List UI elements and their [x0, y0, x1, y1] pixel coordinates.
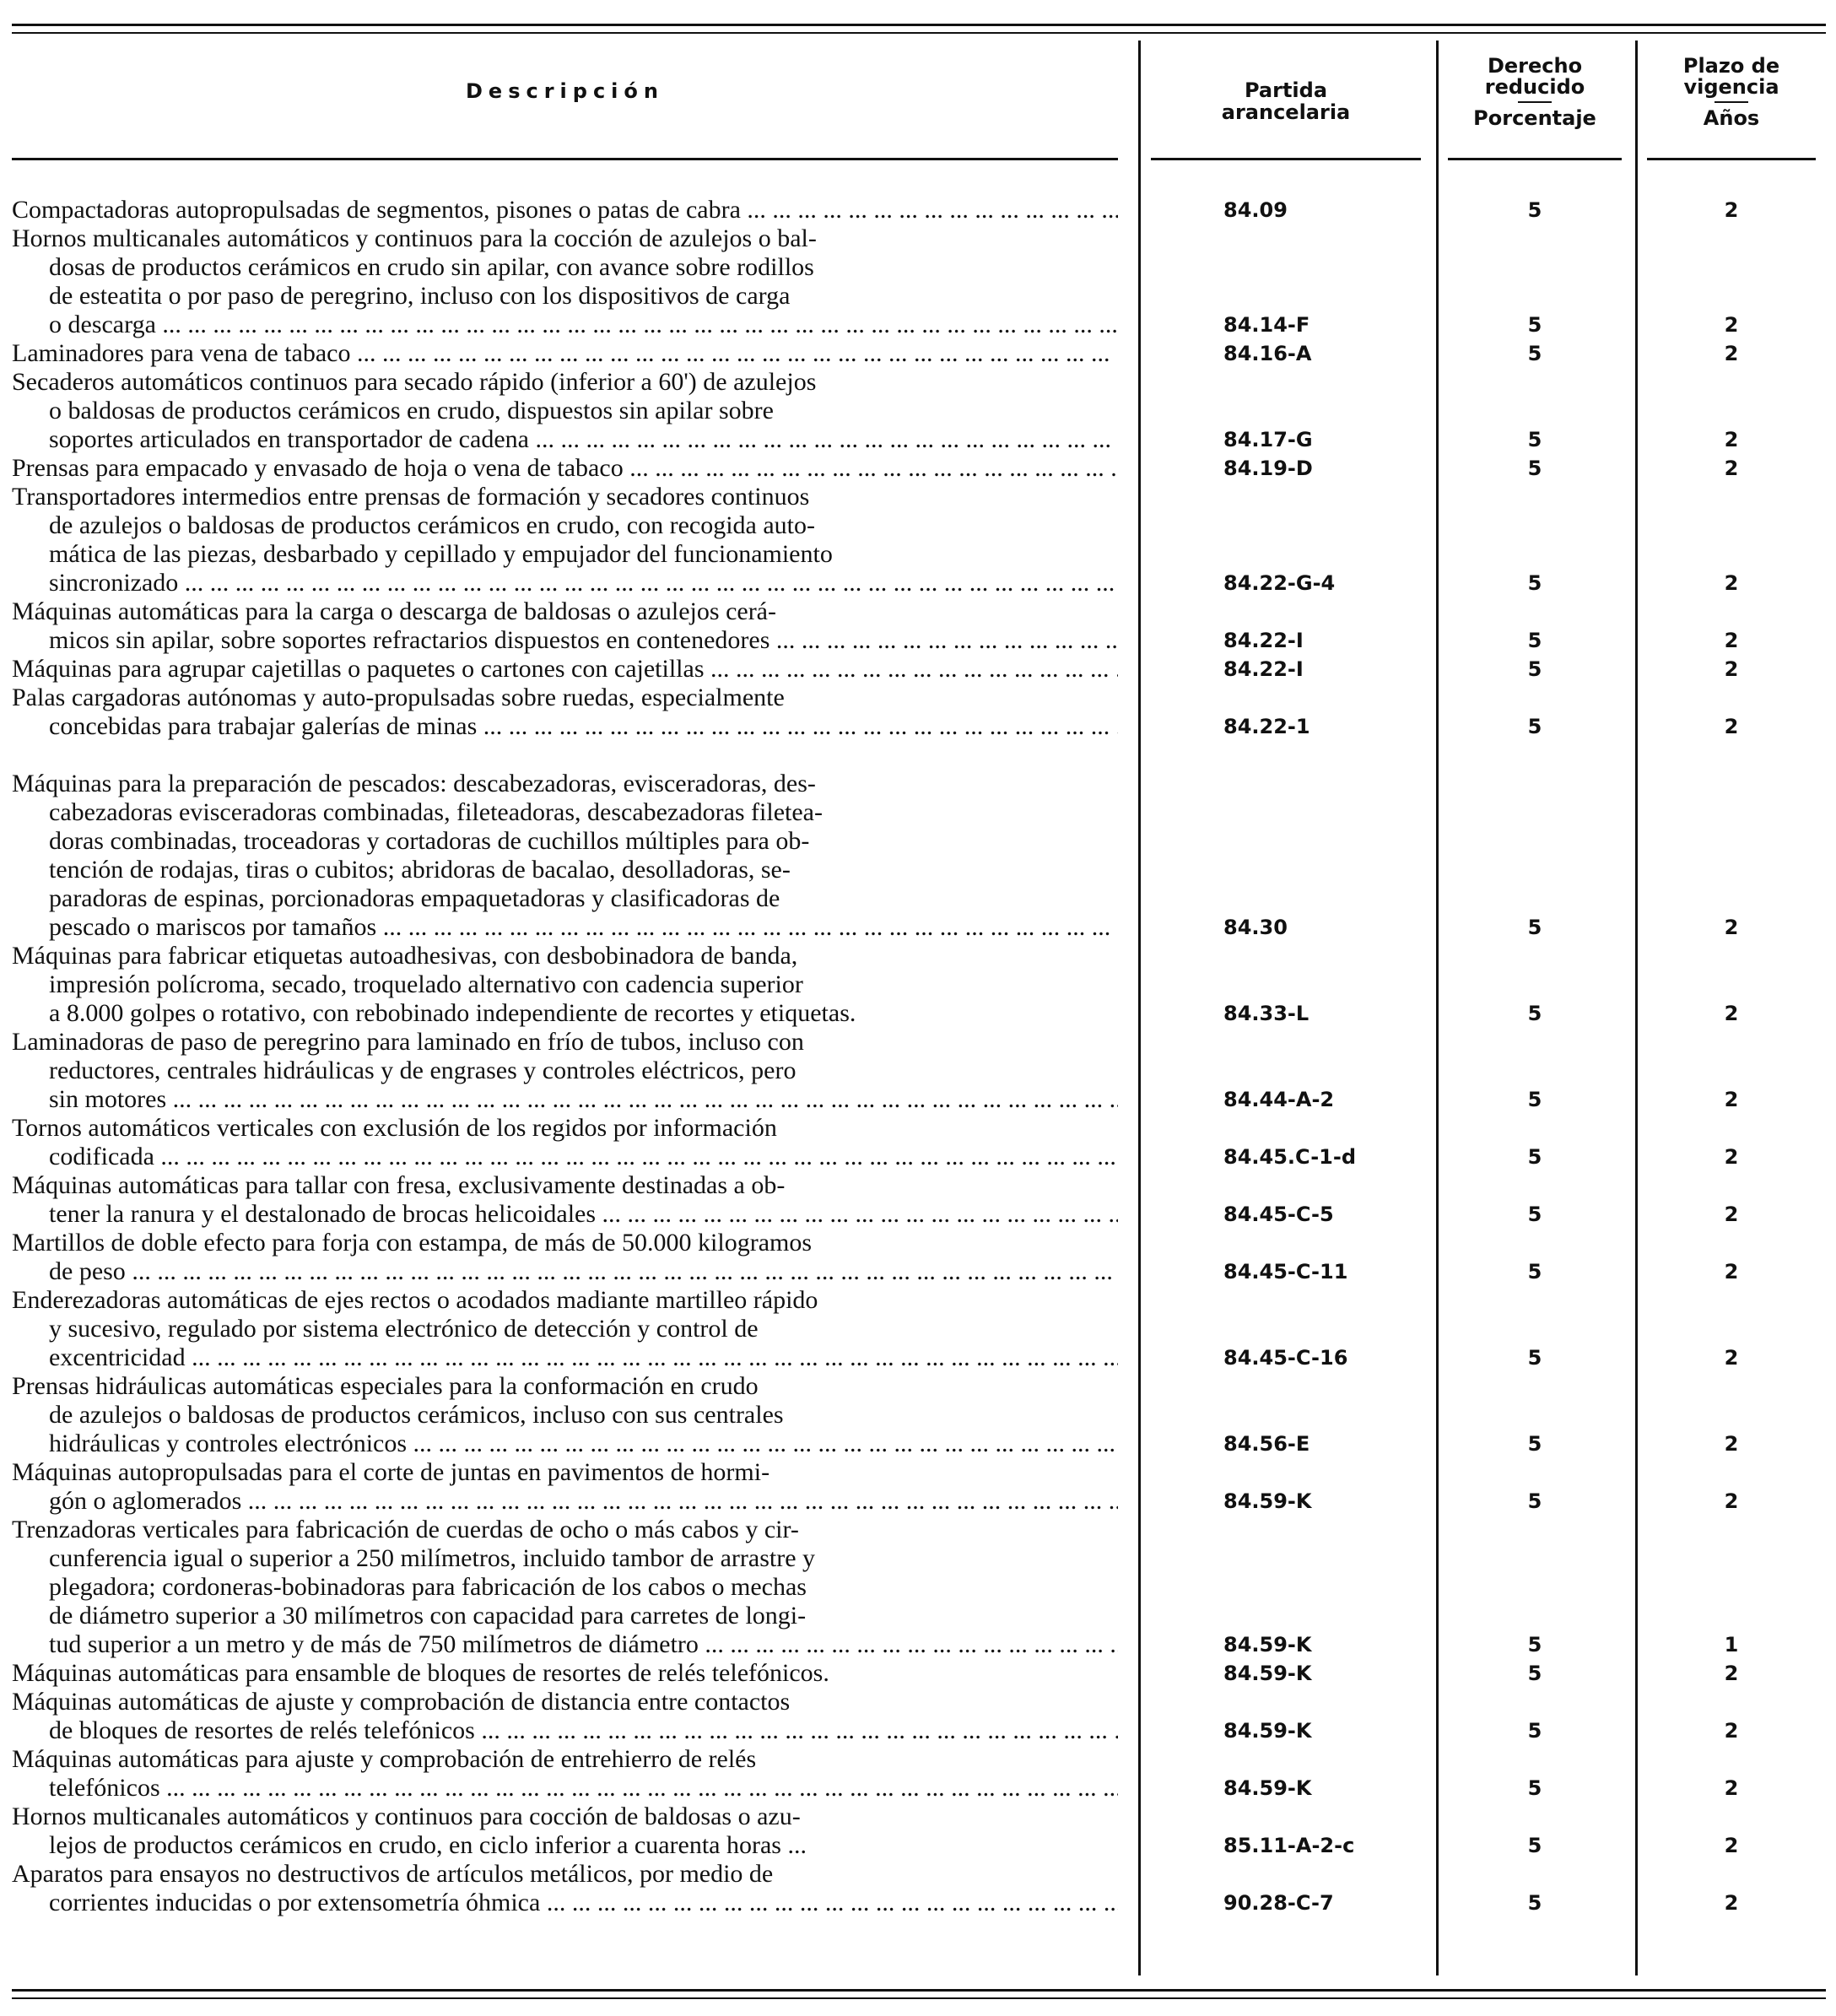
row-derecho: 5: [1527, 1489, 1542, 1513]
row-derecho: 5: [1527, 313, 1542, 337]
row-partida: 84.22-I: [1223, 657, 1304, 681]
row-description: [12, 339, 1118, 368]
row-derecho: 5: [1527, 1834, 1542, 1857]
row-partida: 84.59-K: [1223, 1633, 1312, 1657]
row-plazo: 2: [1724, 342, 1739, 365]
row-derecho: 5: [1527, 428, 1542, 451]
row-partida: 84.17-G: [1223, 428, 1313, 451]
header-plazo: [1647, 56, 1816, 129]
description-line: Laminadoras de paso de peregrino para laminado en frío de tubos, incluso con: [12, 1028, 804, 1056]
row-partida: 84.30: [1223, 916, 1288, 939]
description-line: Prensas hidráulicas automáticas especiales para la conformación en crudo: [12, 1372, 759, 1400]
description-line: telefónicos ... .: [12, 1774, 1118, 1803]
row-derecho: 5: [1527, 1088, 1542, 1111]
row-plazo: 1: [1724, 1633, 1739, 1657]
row-derecho: 5: [1527, 1002, 1542, 1025]
row-plazo: 2: [1724, 1834, 1739, 1857]
description-line: Tornos automáticos verticales con exclusión de los regidos por información: [12, 1114, 777, 1142]
row-description: [12, 1803, 1118, 1860]
description-line: Transportadores intermedios entre prensas de formación y secadores continuos: [12, 483, 810, 511]
bottom-double-rule: [12, 1989, 1826, 1992]
row-derecho: 5: [1527, 629, 1542, 652]
description-line: tud superior a un metro y de más de 750 milímetros de diámetro ... .: [12, 1630, 1118, 1659]
description-line: Compactadoras autopropulsadas de segmentos, pisones o patas de cabra ... .: [12, 196, 1118, 224]
row-derecho: 5: [1527, 1145, 1542, 1169]
description-line: doras combinadas, troceadoras y cortadoras de cuchillos múltiples para ob-: [49, 827, 810, 855]
description-line: a 8.000 golpes o rotativo, con rebobinado independiente de recortes y etiquetas.: [49, 999, 856, 1027]
row-description: [12, 942, 1118, 1028]
description-line: Máquinas para fabricar etiquetas autoadhesivas, con desbobinadora de banda,: [12, 942, 798, 970]
row-plazo: 2: [1724, 1489, 1739, 1513]
column-divider: [1138, 41, 1141, 1975]
description-line: y sucesivo, regulado por sistema electrónico de detección y control de: [49, 1315, 759, 1343]
row-description: [12, 1688, 1118, 1745]
row-description: [12, 1860, 1118, 1917]
header-dash: [1518, 101, 1552, 103]
row-plazo: 2: [1724, 1088, 1739, 1111]
row-plazo: 2: [1724, 1203, 1739, 1226]
row-partida: 90.28-C-7: [1223, 1891, 1334, 1915]
description-line: reductores, centrales hidráulicas y de engrases y controles eléctricos, pero: [49, 1057, 796, 1084]
row-derecho: 5: [1527, 198, 1542, 222]
row-derecho: 5: [1527, 1776, 1542, 1800]
header-partida-line2: arancelaria: [1221, 100, 1351, 124]
description-line: Martillos de doble efecto para forja con estampa, de más de 50.000 kilogramos: [12, 1229, 813, 1257]
description-line: Máquinas automáticas para la carga o descarga de baldosas o azulejos cerá-: [12, 597, 776, 625]
row-partida: 84.56-E: [1223, 1432, 1310, 1456]
row-plazo: 2: [1724, 198, 1739, 222]
row-description: [12, 1458, 1118, 1516]
description-line: pescado o mariscos por tamaños ... .: [12, 913, 1118, 942]
row-plazo: 2: [1724, 1662, 1739, 1685]
header-plazo-line2: vigencia: [1683, 75, 1779, 99]
row-derecho: 5: [1527, 715, 1542, 738]
row-partida: 84.22-G-4: [1223, 571, 1336, 595]
description-line: excentricidad ... .: [12, 1343, 1118, 1372]
row-partida: 84.59-K: [1223, 1776, 1312, 1800]
description-line: Máquinas para la preparación de pescados: descabezadoras, evisceradoras, des-: [12, 770, 816, 797]
row-plazo: 2: [1724, 571, 1739, 595]
description-line: Máquinas automáticas de ajuste y comprobación de distancia entre contactos: [12, 1688, 791, 1716]
row-derecho: 5: [1527, 1346, 1542, 1370]
row-derecho: 5: [1527, 1662, 1542, 1685]
header-underline: [1448, 158, 1622, 160]
row-plazo: 2: [1724, 1002, 1739, 1025]
row-partida: 84.45-C-5: [1223, 1203, 1334, 1226]
header-underline: [12, 158, 1118, 160]
row-description: [12, 224, 1118, 339]
row-derecho: 5: [1527, 1260, 1542, 1284]
description-line: Prensas para empacado y envasado de hoja o vena de tabaco ... .: [12, 454, 1118, 483]
row-plazo: 2: [1724, 1719, 1739, 1743]
row-derecho: 5: [1527, 457, 1542, 480]
description-line: Laminadores para vena de tabaco ... .: [12, 339, 1118, 368]
description-line: sincronizado ... .: [12, 569, 1118, 597]
header-derecho: [1448, 56, 1622, 129]
description-line: codificada ... .: [12, 1143, 1118, 1171]
row-partida: 84.45-C-11: [1223, 1260, 1348, 1284]
row-partida: 84.45-C-16: [1223, 1346, 1348, 1370]
description-line: Trenzadoras verticales para fabricación de cuerdas de ocho o más cabos y cir-: [12, 1516, 799, 1543]
row-partida: 84.33-L: [1223, 1002, 1310, 1025]
row-description: [12, 1286, 1118, 1372]
description-line: cunferencia igual o superior a 250 milímetros, incluido tambor de arrastre y: [49, 1544, 816, 1572]
row-derecho: 5: [1527, 1891, 1542, 1915]
header-partida: [1151, 79, 1421, 123]
top-double-rule-inner: [12, 32, 1826, 34]
row-description: [12, 1745, 1118, 1803]
row-description: [12, 483, 1118, 597]
row-partida: 84.09: [1223, 198, 1288, 222]
description-line: de azulejos o baldosas de productos cerámicos en crudo, con recogida auto-: [49, 511, 815, 539]
column-divider: [1635, 41, 1638, 1975]
description-line: dosas de productos cerámicos en crudo sin apilar, con avance sobre rodillos: [49, 253, 814, 281]
description-line: impresión polícroma, secado, troquelado alternativo con cadencia superior: [49, 970, 803, 998]
description-line: Aparatos para ensayos no destructivos de artículos metálicos, por medio de: [12, 1860, 774, 1888]
row-plazo: 2: [1724, 1776, 1739, 1800]
header-descripcion: Descripción: [466, 79, 664, 103]
description-line: o baldosas de productos cerámicos en crudo, dispuestos sin apilar sobre: [49, 397, 774, 424]
row-description: [12, 684, 1118, 741]
description-line: de azulejos o baldosas de productos cerámicos, incluso con sus centrales: [49, 1401, 784, 1429]
row-partida: 84.59-K: [1223, 1489, 1312, 1513]
row-partida: 84.45.C-1-d: [1223, 1145, 1356, 1169]
description-line: o descarga ... .: [12, 311, 1118, 339]
description-line: de diámetro superior a 30 milímetros con capacidad para carretes de longi-: [49, 1602, 807, 1630]
header-underline: [1647, 158, 1816, 160]
row-description: [12, 655, 1118, 684]
row-partida: 84.59-K: [1223, 1662, 1312, 1685]
description-line: hidráulicas y controles electrónicos ... .: [12, 1430, 1118, 1458]
row-description: [12, 1229, 1118, 1286]
header-underline: [1151, 158, 1421, 160]
header-partida-line1: Partida: [1244, 78, 1328, 102]
row-partida: 84.16-A: [1223, 342, 1312, 365]
header-dash: [1714, 101, 1748, 103]
row-derecho: 5: [1527, 916, 1542, 939]
header-derecho-line3: Porcentaje: [1473, 106, 1596, 130]
description-line: micos sin apilar, sobre soportes refractarios dispuestos en contenedores ... .: [12, 626, 1118, 655]
row-description: [12, 1171, 1118, 1229]
row-derecho: 5: [1527, 571, 1542, 595]
row-plazo: 2: [1724, 1145, 1739, 1169]
header-plazo-line3: Años: [1703, 106, 1760, 130]
row-plazo: 2: [1724, 715, 1739, 738]
row-derecho: 5: [1527, 1633, 1542, 1657]
row-partida: 85.11-A-2-c: [1223, 1834, 1355, 1857]
row-plazo: 2: [1724, 1891, 1739, 1915]
description-line: Secaderos automáticos continuos para secado rápido (inferior a 60') de azulejos: [12, 368, 817, 396]
description-line: concebidas para trabajar galerías de minas ... .: [12, 712, 1118, 741]
row-description: [12, 597, 1118, 655]
header-derecho-line2: reducido: [1484, 75, 1585, 99]
description-line: Hornos multicanales automáticos y continuos para la cocción de azulejos o bal-: [12, 224, 817, 252]
description-line: de peso ... .: [12, 1257, 1118, 1286]
description-line: corrientes inducidas o por extensometría óhmica ... .: [12, 1889, 1118, 1917]
row-description: [12, 1516, 1118, 1659]
row-plazo: 2: [1724, 916, 1739, 939]
row-partida: 84.22-I: [1223, 629, 1304, 652]
description-line: mática de las piezas, desbarbado y cepillado y empujador del funcionamiento: [49, 540, 833, 568]
description-line: tener la ranura y el destalonado de brocas helicoidales ... .: [12, 1200, 1118, 1229]
row-derecho: 5: [1527, 342, 1542, 365]
description-line: cabezadoras evisceradoras combinadas, fileteadoras, descabezadoras filetea-: [49, 798, 823, 826]
row-derecho: 5: [1527, 1432, 1542, 1456]
top-double-rule: [12, 24, 1826, 26]
description-line: Máquinas automáticas para ajuste y comprobación de entrehierro de relés: [12, 1745, 757, 1773]
description-line: Máquinas autopropulsadas para el corte de juntas en pavimentos de hormi-: [12, 1458, 770, 1486]
description-line: sin motores ... .: [12, 1085, 1118, 1114]
row-description: [12, 1114, 1118, 1171]
row-plazo: 2: [1724, 1260, 1739, 1284]
description-line: Hornos multicanales automáticos y continuos para cocción de baldosas o azu-: [12, 1803, 801, 1830]
row-derecho: 5: [1527, 657, 1542, 681]
description-line: de bloques de resortes de relés telefónicos ... .: [12, 1716, 1118, 1745]
description-line: soportes articulados en transportador de cadena ... .: [12, 425, 1118, 454]
row-partida: 84.22-1: [1223, 715, 1310, 738]
row-derecho: 5: [1527, 1719, 1542, 1743]
row-description: [12, 770, 1118, 942]
row-description: [12, 454, 1118, 483]
bottom-double-rule-inner: [12, 1997, 1826, 1999]
row-partida: 84.59-K: [1223, 1719, 1312, 1743]
description-line: lejos de productos cerámicos en crudo, en ciclo inferior a cuarenta horas ...: [49, 1831, 807, 1859]
row-partida: 84.44-A-2: [1223, 1088, 1335, 1111]
row-plazo: 2: [1724, 457, 1739, 480]
description-line: tención de rodajas, tiras o cubitos; abridoras de bacalao, desolladoras, se-: [49, 856, 791, 884]
description-line: Palas cargadoras autónomas y auto-propulsadas sobre ruedas, especialmente: [12, 684, 785, 711]
description-line: gón o aglomerados ... .: [12, 1487, 1118, 1516]
row-description: [12, 368, 1118, 454]
description-line: Máquinas automáticas para tallar con fresa, exclusivamente destinadas a ob-: [12, 1171, 786, 1199]
row-derecho: 5: [1527, 1203, 1542, 1226]
row-plazo: 2: [1724, 1346, 1739, 1370]
row-plazo: 2: [1724, 428, 1739, 451]
row-partida: 84.14-F: [1223, 313, 1310, 337]
header-plazo-line1: Plazo de: [1682, 54, 1780, 78]
description-line: Enderezadoras automáticas de ejes rectos o acodados madiante martilleo rápido: [12, 1286, 818, 1314]
header-derecho-line1: Derecho: [1487, 54, 1583, 78]
description-line: paradoras de espinas, porcionadoras empaquetadoras y clasificadoras de: [49, 884, 780, 912]
row-description: [12, 1028, 1118, 1114]
row-plazo: 2: [1724, 313, 1739, 337]
column-divider: [1436, 41, 1439, 1975]
row-partida: 84.19-D: [1223, 457, 1313, 480]
description-line: de esteatita o por paso de peregrino, incluso con los dispositivos de carga: [49, 282, 791, 310]
description-line: Máquinas para agrupar cajetillas o paquetes o cartones con cajetillas ... .: [12, 655, 1118, 684]
description-line: Máquinas automáticas para ensamble de bloques de resortes de relés telefónicos.: [12, 1659, 829, 1687]
row-plazo: 2: [1724, 657, 1739, 681]
row-plazo: 2: [1724, 1432, 1739, 1456]
row-plazo: 2: [1724, 629, 1739, 652]
description-line: plegadora; cordoneras-bobinadoras para fabricación de los cabos o mechas: [49, 1573, 807, 1601]
row-description: [12, 1659, 1118, 1688]
row-description: [12, 196, 1118, 224]
row-description: [12, 1372, 1118, 1458]
